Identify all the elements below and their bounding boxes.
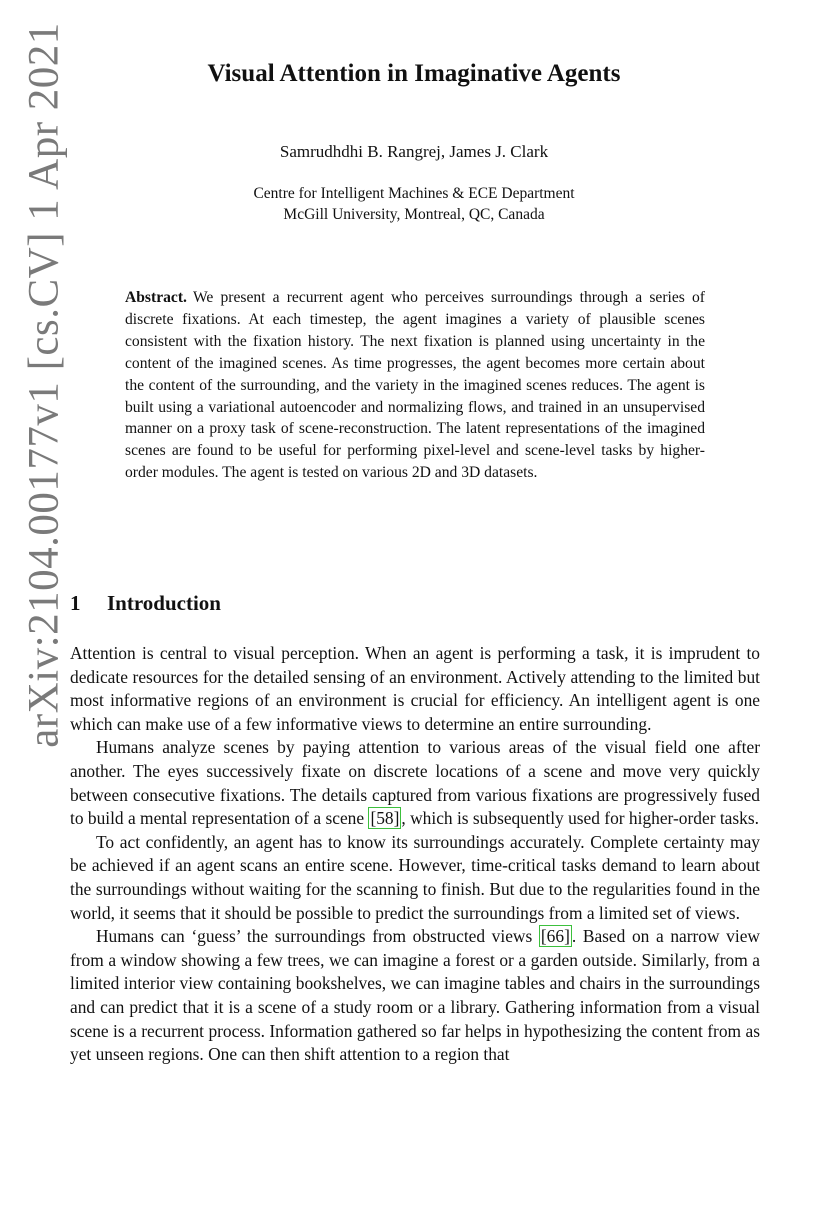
citation-link[interactable]: [58]: [370, 808, 400, 829]
citation-link[interactable]: [66]: [540, 926, 570, 947]
paragraph-4: [70, 925, 760, 1067]
paper-title: Visual Attention in Imaginative Agents: [207, 60, 621, 87]
affiliation-line-2: McGill University, Montreal, QC, Canada: [283, 206, 545, 223]
affiliation-line-1: Centre for Intelligent Machines & ECE Department: [253, 185, 575, 202]
paper-authors: Samrudhdhi B. Rangrej, James J. Clark: [279, 142, 549, 161]
paragraph-4-text-a: Humans can ‘guess’ the surroundings from obstructed views: [96, 926, 539, 947]
section-heading: [70, 591, 221, 616]
paragraph-2-text-b: , which is subsequently used for higher-order tasks.: [401, 808, 759, 829]
paragraph-3: To act confidently, an agent has to know its surroundings accurately. Complete certainty may be achieved if an agent scans an entire scene. However, time-critical tasks demand to learn about the surroundings without waiting for the scanning to finish. But due to the regularities found in the world, it seems that it should be possible to predict the surroundings from a limited set of views.: [70, 831, 760, 923]
paragraph-2-text-a: Humans analyze scenes by paying attention to various areas of the visual field one after another. The eyes successively fixate on discrete locations of a scene and move very quickly between consecutive fixations. The details captured from various fixations are progressively fused to build a mental representation of a scene: [70, 737, 760, 829]
abstract-label: Abstract.: [125, 289, 187, 306]
paragraph-1: Attention is central to visual perception. When an agent is performing a task, it is imprudent to dedicate resources for the detailed sensing of an environment. Actively attending to the limited but most informative regions of an environment is crucial for efficiency. An intelligent agent is one which can make use of a few informative views to determine an entire surrounding.: [70, 643, 760, 734]
arxiv-identifier-stamp: [12, 0, 76, 770]
paragraph-4-text-b: . Based on a narrow view from a window showing a few trees, we can imagine a forest or a garden outside. Similarly, from a limited interior view containing bookshelves, we can imagine tables and chairs in the surroundings and can predict that it is a scene of a study room or a library. Gathering information from a visual scene is a recurrent process. Information gathered so far helps in hypothesizing the content from as yet unseen regions. One can then shift attention to a region that: [70, 926, 760, 1065]
affiliation: [0, 183, 828, 225]
paragraph-2: [70, 736, 760, 830]
arxiv-identifier-text: arXiv:2104.00177v1 [cs.CV] 1 Apr 2021: [20, 22, 68, 748]
section-title: Introduction: [107, 591, 221, 615]
section-number: 1: [70, 591, 81, 615]
abstract-text: We present a recurrent agent who perceives surroundings through a series of discrete fixations. At each timestep, the agent imagines a variety of plausible scenes consistent with the fixation history. The next fixation is planned using uncertainty in the content of the imagined scenes. As time progresses, the agent becomes more certain about the content of the surrounding, and the variety in the imagined scenes reduces. The agent is built using a variational autoencoder and normalizing flows, and trained in an unsupervised manner on a proxy task of scene-reconstruction. The latent representations of the imagined scenes are found to be useful for performing pixel-level and scene-level tasks by higher-order modules. The agent is tested on various 2D and 3D datasets.: [125, 289, 705, 482]
abstract: [125, 287, 705, 484]
body-text: [70, 642, 760, 1067]
